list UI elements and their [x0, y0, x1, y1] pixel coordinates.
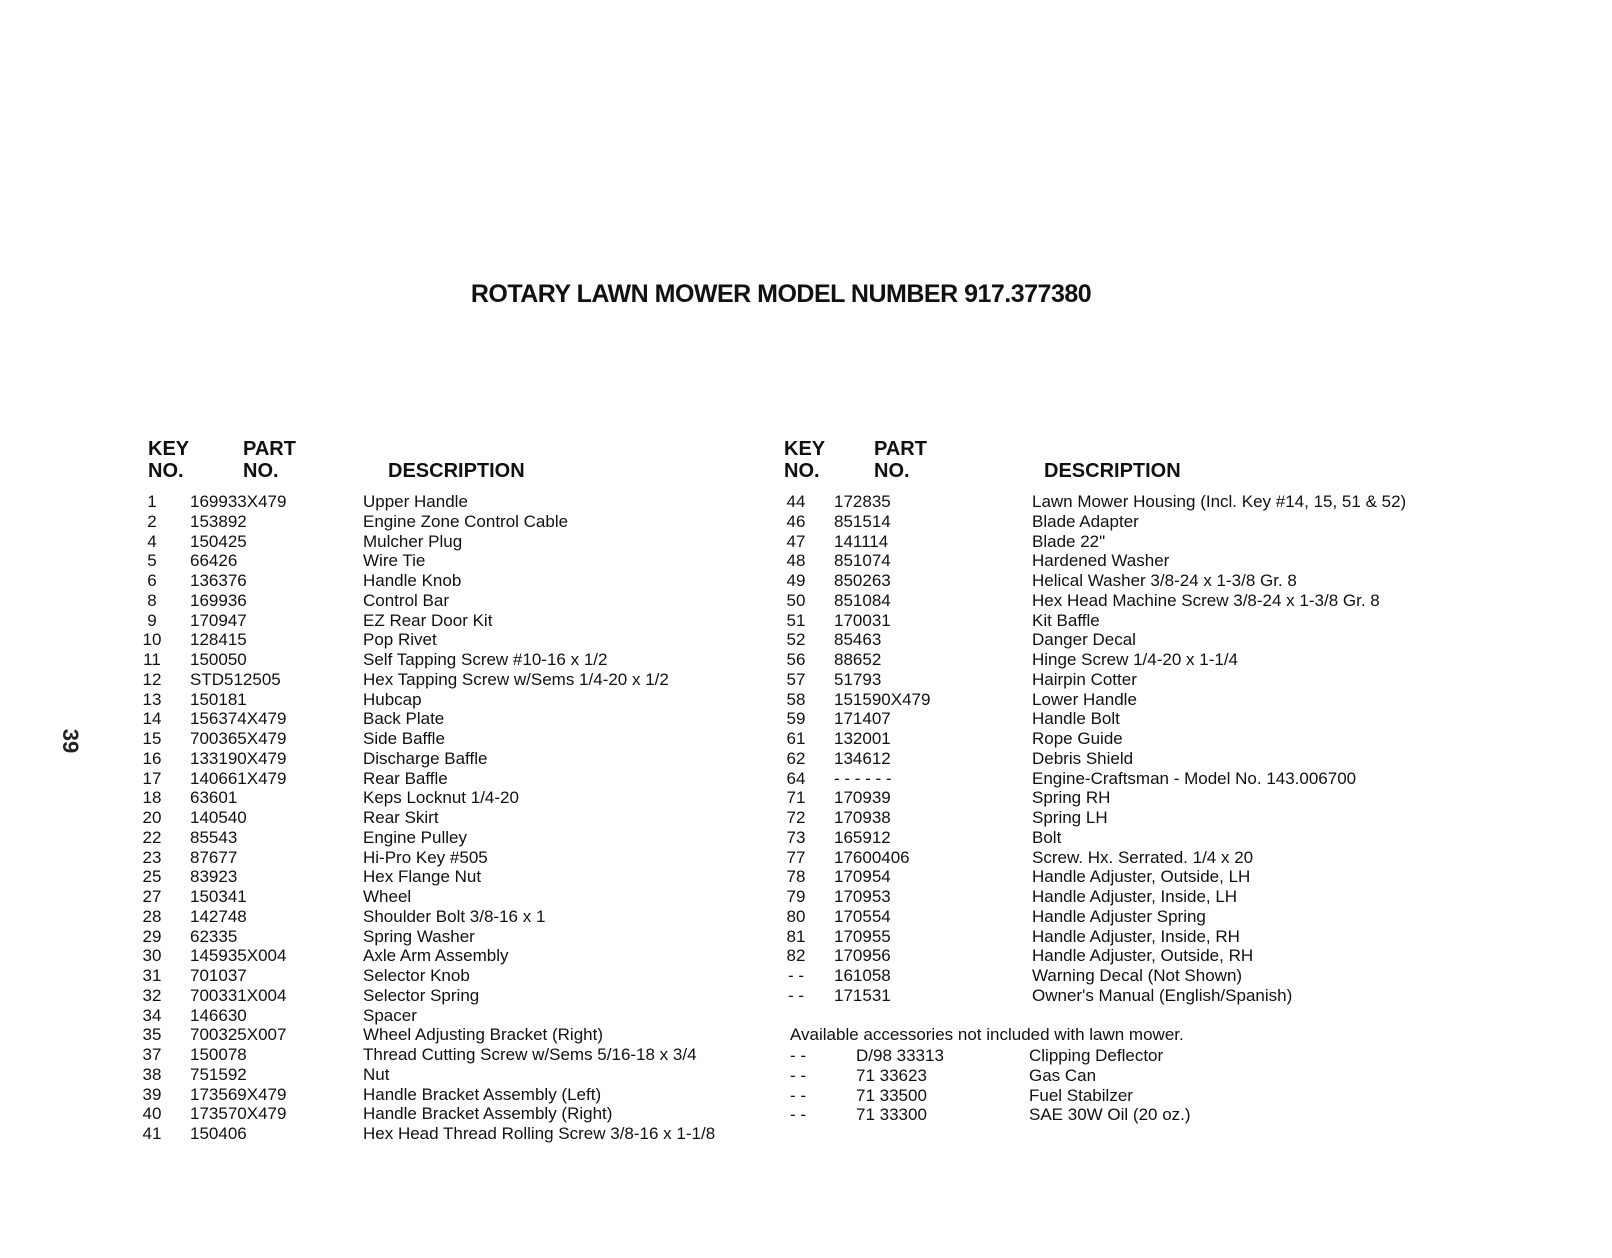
part-no-cell: 85543: [190, 827, 238, 847]
part-no-cell: 145935X004: [190, 946, 287, 966]
table-row: [786, 768, 1574, 789]
part-no-cell: 170953: [834, 887, 891, 906]
key-no-cell: 48: [786, 551, 806, 571]
table-row: [786, 926, 1574, 947]
description-cell: Nut: [363, 1064, 390, 1084]
description-cell: Owner's Manual (English/Spanish): [1032, 985, 1293, 1005]
key-no-cell: 34: [142, 1005, 162, 1025]
key-no-cell: 46: [786, 511, 806, 531]
description-cell: Lawn Mower Housing (Incl. Key #14, 15, 51 & 52): [1032, 492, 1407, 511]
description-cell: Hardened Washer: [1032, 551, 1170, 571]
key-no-cell: 51: [786, 610, 806, 630]
part-no-cell: - - - - - -: [834, 768, 892, 788]
table-row: [786, 650, 1574, 670]
table-row: [786, 531, 1574, 552]
table-row: [138, 1045, 758, 1065]
key-no-cell: 72: [786, 808, 806, 827]
key-no-cell: - -: [789, 1065, 807, 1085]
table-row: [138, 670, 758, 690]
table-row: [138, 571, 758, 591]
key-no-cell: 10: [142, 630, 162, 650]
description-cell: Handle Knob: [363, 571, 462, 590]
description-cell: Engine Pulley: [363, 827, 467, 847]
description-cell: Spacer: [363, 1005, 417, 1025]
accessories-note: Available accessories not included with lawn mower.: [790, 1025, 1184, 1044]
key-no-cell: 13: [142, 689, 162, 709]
key-no-cell: 11: [143, 650, 161, 669]
table-row: [138, 1025, 758, 1045]
description-cell: Hex Head Thread Rolling Screw 3/8-16 x 1-1/8: [363, 1124, 716, 1143]
description-cell: Screw. Hx. Serrated. 1/4 x 20: [1032, 847, 1254, 867]
description-cell: Engine-Craftsman - Model No. 143.006700: [1032, 768, 1357, 788]
table-row: [138, 887, 758, 907]
part-no-cell: 153892: [190, 511, 247, 531]
part-no-cell: 170554: [834, 906, 891, 926]
description-cell: Selector Spring: [363, 985, 480, 1005]
part-no-cell: 170938: [834, 808, 891, 827]
table-row: [786, 511, 1574, 532]
key-no-cell: - -: [789, 1085, 807, 1105]
part-no-cell: 150078: [190, 1045, 247, 1064]
description-cell: Handle Bracket Assembly (Right): [363, 1104, 613, 1124]
description-cell: Fuel Stabilzer: [1029, 1085, 1133, 1105]
description-cell: Hex Flange Nut: [363, 867, 482, 887]
part-no-cell: 136376: [190, 571, 247, 590]
part-no-cell: 150050: [190, 650, 247, 669]
part-no-cell: 169936: [190, 590, 247, 610]
description-cell: Debris Shield: [1032, 748, 1134, 768]
key-no-cell: 79: [786, 887, 806, 906]
part-no-cell: 170954: [834, 867, 891, 887]
key-no-cell: 22: [142, 827, 162, 847]
table-row: [787, 985, 1574, 1006]
description-cell: Blade Adapter: [1032, 511, 1139, 531]
table-row: [786, 709, 1574, 729]
part-no-cell: 146630: [190, 1005, 247, 1025]
table-row: [789, 1085, 1494, 1106]
description-cell: Rear Baffle: [363, 768, 448, 788]
key-no-cell: 15: [142, 729, 162, 748]
key-no-cell: 2: [147, 511, 157, 531]
part-no-cell: 156374X479: [190, 709, 287, 729]
part-no-cell: 150341: [190, 887, 247, 906]
table-row: [138, 492, 758, 512]
table-row: [138, 709, 758, 729]
part-no-cell: 71 33300: [856, 1105, 927, 1125]
description-cell: Helical Washer 3/8-24 x 1-3/8 Gr. 8: [1032, 571, 1297, 590]
key-no-cell: 73: [786, 827, 806, 847]
table-row: [789, 1065, 1494, 1086]
table-row: [138, 551, 758, 571]
part-no-cell: 140661X479: [190, 768, 287, 788]
description-cell: Keps Locknut 1/4-20: [363, 788, 519, 808]
table-row: [138, 630, 758, 650]
table-row: [138, 591, 758, 611]
key-no-cell: 35: [142, 1025, 162, 1045]
key-no-cell: 5: [147, 551, 157, 571]
key-no-cell: 38: [142, 1064, 162, 1084]
part-no-cell: 71 33623: [856, 1065, 927, 1085]
key-no-cell: - -: [787, 985, 805, 1005]
description-cell: Lower Handle: [1032, 689, 1137, 709]
key-no-cell: 27: [142, 887, 162, 906]
description-cell: Pop Rivet: [363, 630, 437, 650]
description-cell: Hex Tapping Screw w/Sems 1/4-20 x 1/2: [363, 669, 669, 689]
table-row: [138, 769, 758, 789]
part-no-cell: 51793: [834, 669, 882, 689]
description-cell: Thread Cutting Screw w/Sems 5/16-18 x 3/4: [363, 1045, 697, 1064]
key-no-cell: 9: [147, 610, 157, 630]
key-no-cell: 62: [786, 748, 806, 768]
part-no-cell: 71 33500: [856, 1085, 927, 1105]
part-no-cell: 751592: [190, 1064, 247, 1084]
part-no-cell: 87677: [190, 847, 238, 867]
table-row: [138, 532, 758, 552]
table-row: [138, 1124, 758, 1144]
part-no-cell: 701037: [190, 966, 247, 985]
description-cell: Gas Can: [1029, 1065, 1097, 1085]
table-row: [786, 689, 1574, 710]
key-no-cell: 39: [142, 1084, 162, 1104]
part-no-cell: 63601: [190, 788, 238, 808]
description-cell: Selector Knob: [363, 966, 470, 985]
table-rows: [786, 492, 1574, 1006]
part-no-cell: 171531: [834, 985, 891, 1005]
table-row: [786, 729, 1574, 749]
description-cell: Handle Bolt: [1032, 709, 1120, 729]
description-cell: Handle Adjuster Spring: [1032, 906, 1206, 926]
key-no-cell: 14: [142, 709, 162, 729]
key-no-cell: 23: [142, 847, 162, 867]
part-no-cell: 851074: [834, 551, 891, 571]
description-cell: Axle Arm Assembly: [363, 946, 509, 966]
key-no-cell: 80: [786, 906, 806, 926]
part-no-cell: 17600406: [834, 847, 910, 867]
description-cell: Spring RH: [1032, 788, 1111, 808]
part-no-cell: D/98 33313: [856, 1046, 944, 1065]
part-no-cell: 173569X479: [190, 1084, 287, 1104]
part-no-cell: 150406: [190, 1124, 247, 1143]
key-no-cell: 58: [786, 689, 806, 709]
key-no-cell: 28: [142, 906, 162, 926]
key-no-cell: 8: [147, 590, 157, 610]
accessories-table: [789, 1046, 1494, 1125]
key-no-cell: 41: [142, 1124, 162, 1143]
table-row: [789, 1046, 1494, 1066]
description-cell: Wheel: [363, 887, 412, 906]
table-header: [784, 438, 1574, 492]
part-no-cell: 132001: [834, 729, 891, 748]
description-cell: Discharge Baffle: [363, 748, 488, 768]
table-row: [138, 650, 758, 670]
key-no-cell: 16: [142, 748, 162, 768]
table-row: [138, 828, 758, 848]
key-no-cell: 52: [786, 630, 806, 650]
description-cell: Back Plate: [363, 709, 445, 729]
part-no-cell: 173570X479: [190, 1104, 287, 1124]
document-title: ROTARY LAWN MOWER MODEL NUMBER 917.377380: [470, 280, 1092, 308]
table-row: [138, 927, 758, 947]
part-no-cell: 141114: [834, 531, 889, 551]
key-no-cell: 77: [786, 847, 806, 867]
key-no-cell: 25: [142, 867, 162, 887]
description-cell: Shoulder Bolt 3/8-16 x 1: [363, 906, 546, 926]
description-cell: Warning Decal (Not Shown): [1032, 966, 1243, 985]
key-no-cell: 61: [786, 729, 806, 748]
part-no-cell: 151590X479: [834, 689, 931, 709]
description-cell: Blade 22": [1032, 531, 1106, 551]
description-cell: Hi-Pro Key #505: [363, 847, 488, 867]
key-no-cell: 20: [142, 808, 162, 827]
key-no-cell: 59: [786, 709, 806, 729]
part-no-cell: 170956: [834, 946, 891, 966]
key-no-cell: 18: [142, 788, 162, 808]
table-row: [138, 1085, 758, 1105]
table-rows: [138, 492, 758, 1144]
part-no-cell: 150425: [190, 531, 247, 551]
table-row: [786, 946, 1574, 966]
table-row: [786, 551, 1574, 571]
table-row: [138, 611, 758, 631]
table-row: [786, 887, 1574, 907]
description-cell: Handle Bracket Assembly (Left): [363, 1084, 602, 1104]
key-no-cell: 56: [786, 650, 806, 669]
description-cell: Spring Washer: [363, 926, 475, 946]
key-no-cell: - -: [789, 1046, 807, 1065]
key-no-cell: - -: [789, 1105, 807, 1125]
part-no-cell: 170031: [834, 610, 891, 630]
key-no-cell: 78: [786, 867, 806, 887]
part-no-cell: 171407: [834, 709, 891, 729]
table-row: [786, 906, 1574, 927]
part-no-cell: 62335: [190, 926, 238, 946]
table-row: [786, 748, 1574, 769]
part-no-cell: 140540: [190, 808, 247, 827]
part-no-cell: 133190X479: [190, 748, 287, 768]
table-row: [138, 1104, 758, 1124]
part-no-cell: 851084: [834, 590, 891, 610]
description-cell: Handle Adjuster, Inside, LH: [1032, 887, 1238, 906]
table-row: [138, 788, 758, 808]
part-no-cell: 150181: [190, 689, 247, 709]
part-no-cell: 850263: [834, 571, 891, 590]
description-cell: Self Tapping Screw #10-16 x 1/2: [363, 650, 608, 669]
key-no-cell: 31: [142, 966, 162, 985]
description-cell: Mulcher Plug: [363, 531, 463, 551]
description-cell: Rope Guide: [1032, 729, 1123, 748]
table-row: [786, 492, 1574, 512]
table-row: [138, 1006, 758, 1026]
table-row: [786, 630, 1574, 650]
table-row: [786, 847, 1574, 868]
description-cell: Side Baffle: [363, 729, 445, 748]
description-cell: Hinge Screw 1/4-20 x 1-1/4: [1032, 650, 1238, 669]
part-no-cell: 134612: [834, 748, 891, 768]
description-cell: Danger Decal: [1032, 630, 1136, 650]
table-row: [789, 1105, 1494, 1125]
description-cell: Handle Adjuster, Inside, RH: [1032, 926, 1240, 946]
key-no-cell: 50: [786, 590, 806, 610]
part-no-cell: 161058: [834, 966, 891, 985]
part-no-cell: 88652: [834, 650, 882, 669]
table-row: [138, 512, 758, 532]
part-no-cell: 170955: [834, 926, 891, 946]
table-row: [786, 808, 1574, 828]
parts-table-left: [138, 438, 758, 1144]
table-header: [138, 438, 758, 492]
key-no-cell: 40: [142, 1104, 162, 1124]
part-no-cell: 169933X479: [190, 492, 287, 511]
part-no-cell: 66426: [190, 551, 238, 571]
key-no-cell: 29: [142, 926, 162, 946]
key-no-header: KEY NO.: [784, 438, 826, 482]
description-cell: Handle Adjuster, Outside, LH: [1032, 867, 1251, 887]
table-row: [138, 867, 758, 887]
table-row: [786, 867, 1574, 887]
description-cell: Spring LH: [1032, 808, 1108, 827]
description-cell: Clipping Deflector: [1029, 1046, 1164, 1065]
part-no-cell: 700325X007: [190, 1025, 287, 1045]
description-cell: Hubcap: [363, 689, 422, 709]
description-cell: Kit Baffle: [1032, 610, 1100, 630]
table-row: [138, 749, 758, 769]
table-row: [138, 808, 758, 828]
key-no-cell: 1: [147, 492, 157, 511]
table-row: [786, 669, 1574, 690]
key-no-cell: 37: [142, 1045, 162, 1064]
part-no-cell: 170939: [834, 788, 891, 808]
key-no-cell: 64: [786, 768, 806, 788]
table-row: [786, 827, 1574, 848]
key-no-cell: - -: [787, 966, 805, 985]
part-no-cell: 142748: [190, 906, 247, 926]
table-row: [138, 986, 758, 1006]
description-cell: Handle Adjuster, Outside, RH: [1032, 946, 1254, 966]
part-no-cell: STD512505: [190, 669, 281, 689]
key-no-header: KEY NO.: [148, 438, 190, 482]
table-row: [138, 966, 758, 986]
part-no-cell: 851514: [834, 511, 891, 531]
table-row: [787, 966, 1574, 986]
key-no-cell: 17: [142, 768, 162, 788]
table-row: [138, 848, 758, 868]
key-no-cell: 12: [142, 669, 162, 689]
parts-table-right: [784, 438, 1574, 1006]
key-no-cell: 4: [147, 531, 157, 551]
page-number: 39: [58, 728, 84, 754]
key-no-cell: 71: [786, 788, 806, 808]
key-no-cell: 49: [786, 571, 806, 590]
part-no-cell: 700331X004: [190, 985, 287, 1005]
key-no-cell: 32: [142, 985, 162, 1005]
table-row: [138, 729, 758, 749]
key-no-cell: 30: [142, 946, 162, 966]
description-header: DESCRIPTION: [1044, 460, 1181, 482]
key-no-cell: 57: [786, 669, 806, 689]
table-row: [786, 788, 1574, 808]
description-header: DESCRIPTION: [388, 460, 525, 482]
description-cell: Upper Handle: [363, 492, 468, 511]
key-no-cell: 81: [786, 926, 806, 946]
table-row: [138, 946, 758, 966]
table-row: [786, 590, 1574, 611]
part-no-cell: 172835: [834, 492, 891, 511]
part-no-cell: 700365X479: [190, 729, 287, 748]
table-row: [786, 571, 1574, 591]
key-no-cell: 6: [147, 571, 157, 590]
description-cell: Hex Head Machine Screw 3/8-24 x 1-3/8 Gr. 8: [1032, 590, 1380, 610]
description-cell: SAE 30W Oil (20 oz.): [1029, 1105, 1191, 1125]
table-row: [138, 690, 758, 710]
table-row: [786, 610, 1574, 631]
part-no-header: PART NO.: [243, 438, 296, 482]
description-cell: Control Bar: [363, 590, 449, 610]
table-row: [138, 1065, 758, 1085]
part-no-cell: 85463: [834, 630, 882, 650]
part-no-header: PART NO.: [874, 438, 927, 482]
description-cell: Engine Zone Control Cable: [363, 511, 569, 531]
table-row: [138, 907, 758, 927]
key-no-cell: 44: [786, 492, 806, 511]
part-no-cell: 170947: [190, 610, 247, 630]
description-cell: Rear Skirt: [363, 808, 439, 827]
key-no-cell: 82: [786, 946, 806, 966]
description-cell: Wheel Adjusting Bracket (Right): [363, 1025, 603, 1045]
key-no-cell: 47: [786, 531, 806, 551]
description-cell: Hairpin Cotter: [1032, 669, 1137, 689]
description-cell: Bolt: [1032, 827, 1062, 847]
part-no-cell: 165912: [834, 827, 891, 847]
description-cell: EZ Rear Door Kit: [363, 610, 493, 630]
part-no-cell: 128415: [190, 630, 247, 650]
description-cell: Wire Tie: [363, 551, 426, 571]
part-no-cell: 83923: [190, 867, 238, 887]
